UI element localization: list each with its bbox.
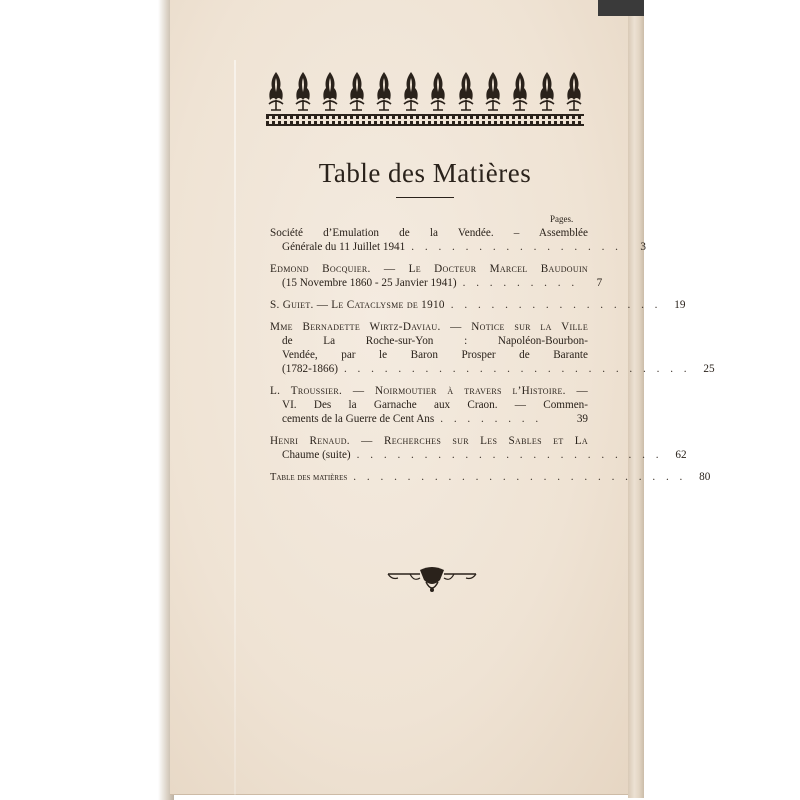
leader-dots: . . . . . . . . . . . . . . . . . . . . . . . . . . (343, 363, 691, 375)
title-rule (396, 197, 454, 198)
leader-dots: . . . . . . . . (440, 413, 543, 425)
toc-entry-line: Table des matières (270, 472, 348, 483)
toc-entry (270, 470, 711, 484)
palmette-ornament-icon (347, 70, 367, 112)
ornamental-vignette-icon (386, 566, 478, 596)
toc-entry (270, 384, 588, 426)
ornamental-band (266, 114, 584, 126)
palmette-ornament-icon (320, 70, 340, 112)
toc-page-number: 3 (640, 241, 646, 253)
palmette-ornament-icon (456, 70, 476, 112)
toc-entry-line: S. Guiet. — Le Cataclysme de 1910 (270, 299, 445, 311)
leader-dots: . . . . . . . . . . . . . . . . (450, 299, 662, 311)
palmette-ornament-icon (564, 70, 584, 112)
palmette-ornament-icon (428, 70, 448, 112)
toc-entry-line: Mme Bernadette Wirtz-Daviau. — Notice sur la Ville (270, 321, 588, 333)
cover-corner (598, 0, 644, 16)
leader-dots: . . . . . . . . . (462, 277, 579, 289)
toc-entry (270, 320, 715, 376)
toc-page-number: 39 (576, 413, 588, 425)
table-of-contents (270, 226, 715, 492)
toc-entry-line: VI. Des la Garnache aux Craon. — Commen- (282, 399, 588, 411)
toc-entry-line: Société d’Emulation de la Vendée. – Assemblée (270, 227, 588, 239)
toc-page-number: 25 (703, 363, 715, 375)
ornamental-frieze (266, 70, 584, 112)
toc-entry-line: (15 Novembre 1860 - 25 Janvier 1941) (282, 277, 457, 289)
page-title: Table des Matières (318, 158, 532, 188)
palmette-ornament-icon (510, 70, 530, 112)
page-edge (628, 0, 644, 798)
palmette-ornament-icon (374, 70, 394, 112)
page-fold (234, 60, 236, 800)
toc-entry (270, 434, 687, 462)
palmette-ornament-icon (537, 70, 557, 112)
pages-column-heading: Pages. (550, 214, 574, 224)
toc-entry (270, 262, 603, 290)
toc-page-number: 7 (596, 277, 603, 289)
toc-page-number: 19 (674, 299, 686, 311)
palmette-ornament-icon (293, 70, 313, 112)
toc-entry-line: Chaume (suite) (282, 449, 351, 461)
toc-entry-line: (1782-1866) (282, 363, 338, 375)
toc-entry-line: Edmond Bocquier. — Le Docteur Marcel Baudouin (270, 263, 588, 275)
toc-entry-line: Vendée, par le Baron Prosper de Barante (282, 349, 588, 361)
palmette-ornament-icon (266, 70, 286, 112)
toc-entry-line: Henri Renaud. — Recherches sur Les Sables et La (270, 435, 588, 447)
leader-dots: . . . . . . . . . . . . . . . . . . . . . . . . . (353, 471, 687, 483)
palmette-ornament-icon (401, 70, 421, 112)
leader-dots: . . . . . . . . . . . . . . . . . . . . . . . (356, 449, 663, 461)
leader-dots: . . . . . . . . . . . . . . . . (411, 241, 622, 253)
toc-entry-line: L. Troussier. — Noirmoutier à travers l’Histoire. — (270, 385, 588, 397)
toc-page-number: 80 (699, 471, 711, 483)
toc-entry (270, 298, 686, 312)
toc-entry-line: Générale du 11 Juillet 1941 (282, 241, 406, 253)
toc-page-number: 62 (675, 449, 687, 461)
palmette-ornament-icon (483, 70, 503, 112)
toc-entry-line: de La Roche-sur-Yon : Napoléon-Bourbon- (282, 335, 588, 347)
toc-entry (270, 226, 646, 254)
toc-entry-line: cements de la Guerre de Cent Ans (282, 413, 435, 425)
